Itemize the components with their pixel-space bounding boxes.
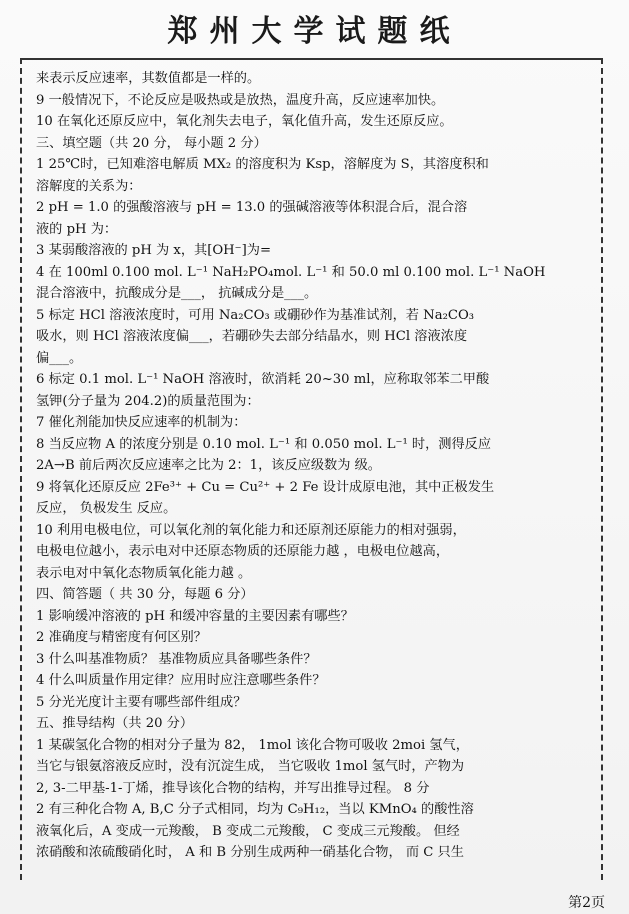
text-line: 1 某碳氢化合物的相对分子量为 82， 1mol 该化合物可吸收 2moi 氢气， <box>36 737 469 753</box>
text-line: 电极电位越小，表示电对中还原态物质的还原能力越 ，电极电位越高， <box>36 544 450 559</box>
text-line: 液氧化后，A 变成一元羧酸， B 变成二元羧酸， C 变成三元羧酸。 但经 <box>36 823 460 839</box>
text-line: 9 一般情况下，不论反应是吸热或是放热，温度升高，反应速率加快。 <box>36 92 445 108</box>
text-line: 氢钾(分子量为 204.2)的质量范围为： <box>36 393 260 409</box>
text-line: 3 某弱酸溶液的 pH 为 x，其[OH⁻]为= <box>36 243 272 258</box>
text-line: 1 25℃时，已知难溶电解质 MX₂ 的溶度积为 Ksp，溶解度为 S，其溶度积和 <box>36 157 489 172</box>
text-line: 浓硝酸和浓硫酸硝化时， A 和 B 分别生成两种一硝基化合物， 而 C 只生 <box>36 845 464 860</box>
text-line: 吸水，则 HCl 溶液浓度偏___，若硼砂失去部分结晶水，则 HCl 溶液浓度 <box>36 329 468 344</box>
text-line: 3 什么叫基准物质？ 基准物质应具备哪些条件？ <box>36 651 317 667</box>
exam-content <box>36 68 596 864</box>
text-line: 来表示反应速率，其数值都是一样的。 <box>36 71 261 86</box>
text-line: 4 在 100ml 0.100 mol. L⁻¹ NaH₂PO₄mol. L⁻¹ 和 50.0 ml 0.100 mol. L⁻¹ NaOH <box>36 264 546 280</box>
section-heading-fill-in: 三、填空题（共 20 分， 每小题 2 分） <box>36 135 267 151</box>
text-line: 2A→B 前后两次反应速率之比为 2：1，该反应级数为 级。 <box>36 458 381 473</box>
text-line: 8 当反应物 A 的浓度分别是 0.10 mol. L⁻¹ 和 0.050 mol. L⁻¹ 时，测得反应 <box>36 436 492 452</box>
text-line: 6 标定 0.1 mol. L⁻¹ NaOH 溶液时，欲消耗 20~30 ml，应称取邻苯二甲酸 <box>36 372 490 387</box>
text-line: 2 准确度与精密度有何区别？ <box>36 630 207 645</box>
text-line: 2 有三种化合物 A, B,C 分子式相同，均为 C₉H₁₂，当以 KMnO₄ 的酸性溶 <box>36 802 474 817</box>
text-line: 液的 pH 为： <box>36 221 118 237</box>
text-line: 9 将氧化还原反应 2Fe³⁺ + Cu = Cu²⁺ + 2 Fe 设计成原电池，其中正极发生 <box>36 479 495 495</box>
section-heading-structure: 五、推导结构（共 20 分） <box>36 716 194 731</box>
text-line: 混合溶液中，抗酸成分是___， 抗碱成分是___。 <box>36 286 318 301</box>
text-line: 1 影响缓冲溶液的 pH 和缓冲容量的主要因素有哪些？ <box>36 608 354 624</box>
text-line: 偏___。 <box>36 350 83 366</box>
page-number: 第2页 <box>568 895 605 911</box>
text-line: 当它与银氨溶液反应时，没有沉淀生成， 当它吸收 1mol 氢气时，产物为 <box>36 759 465 774</box>
text-line: 2, 3-二甲基-1-丁烯，推导该化合物的结构，并写出推导过程。 8 分 <box>36 780 430 796</box>
text-line: 溶解度的关系为： <box>36 178 142 194</box>
text-line: 5 标定 HCl 溶液浓度时，可用 Na₂CO₃ 或硼砂作为基准试剂，若 Na₂CO₃ <box>36 307 475 323</box>
text-line: 5 分光光度计主要有哪些部件组成？ <box>36 694 247 710</box>
section-heading-short-answer: 四、简答题（ 共 30 分，每题 6 分） <box>36 587 254 602</box>
text-line: 7 催化剂能加快反应速率的机制为： <box>36 415 247 430</box>
text-line: 10 利用电极电位，可以氧化剂的氧化能力和还原剂还原能力的相对强弱， <box>36 522 466 538</box>
text-line: 2 pH = 1.0 的强酸溶液与 pH = 13.0 的强碱溶液等体积混合后，混合溶 <box>36 200 468 215</box>
text-line: 4 什么叫质量作用定律？应用时应注意哪些条件？ <box>36 673 326 688</box>
text-line: 10 在氧化还原反应中，氧化剂失去电子，氧化值升高，发生还原反应。 <box>36 114 453 129</box>
page-title: 郑州大学试题纸 <box>167 14 462 49</box>
text-line: 反应， 负极发生 反应。 <box>36 501 177 516</box>
text-line: 表示电对中氧化态物质氧化能力越 。 <box>36 565 252 581</box>
